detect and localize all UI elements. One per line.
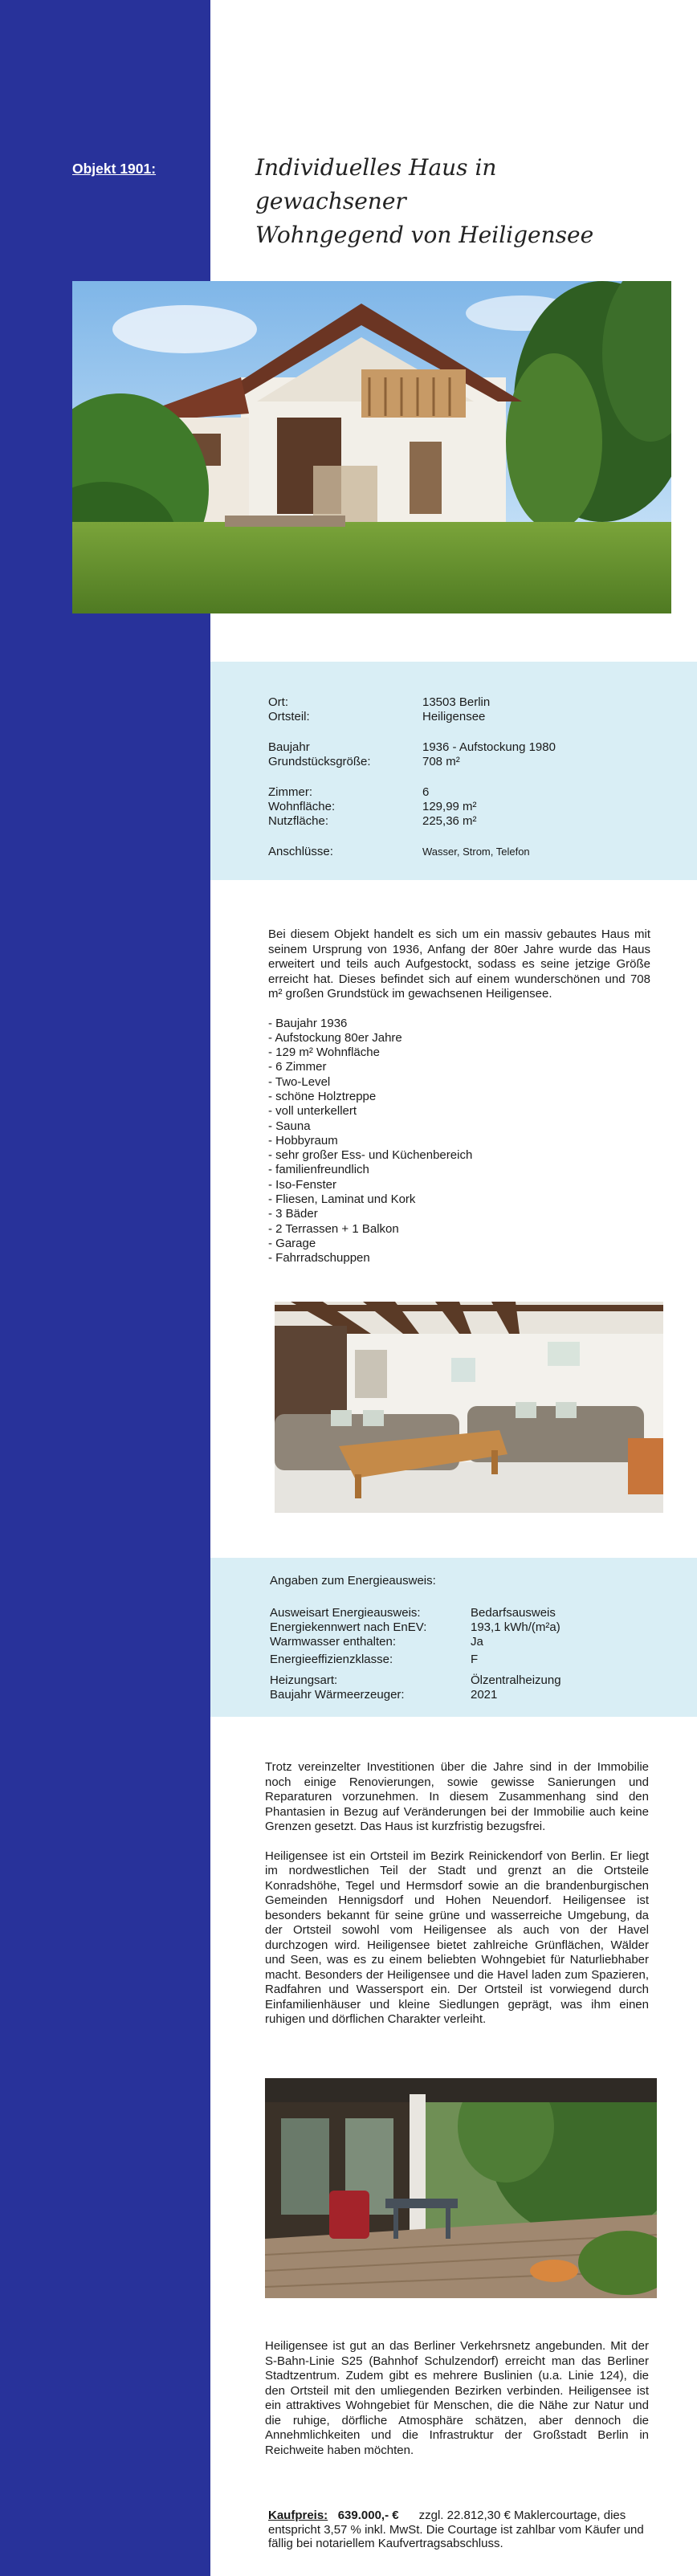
feature-item: - voll unterkellert [268, 1104, 357, 1119]
feature-item: - Fahrradschuppen [268, 1251, 370, 1266]
feature-item: - familienfreundlich [268, 1163, 369, 1177]
description-text: Bei diesem Objekt handelt es sich um ein massiv gebautes Haus mit seinem Ursprung von 1936, Anfang der 80er Jahre wurde das Haus erweitert und teils auch Aufgestockt, sodass es seine jetzige Größe erreicht hat. Dieses befindet sich auf einem wunderschönen und 708 m² großen Grundstück im gewachsenen Heiligensee. [268, 927, 650, 1001]
fact-row [268, 845, 638, 859]
energy-label: Energiekennwert nach EnEV: [270, 1620, 427, 1634]
price-label: Kaufpreis: [268, 2509, 328, 2522]
energy-value: Ja [471, 1635, 483, 1649]
energy-value: 2021 [471, 1688, 498, 1702]
house-exterior-photo [72, 281, 671, 613]
fact-label: Baujahr [268, 740, 310, 754]
feature-item: - 3 Bäder [268, 1207, 318, 1221]
feature-item: - Two-Level [268, 1074, 331, 1089]
area-paragraph: Heiligensee ist ein Ortsteil im Bezirk Reinickendorf von Berlin. Er liegt im nordwestlichen Teil der Stadt und grenzt an die Ortsteile Konradshöhe, Tegel und Hermsdorf sowie an die brandenburgischen Gemeinden Hennigsdorf und Hohen Neuendorf. Heiligensee ist besonders bekannt für seine grüne und wasserreiche Umgebung, da der Ortsteil sowohl vom Heiligensee als auch von der Havel durchzogen wird. Heiligensee bietet zahlreiche Grünflächen, Wälder und Seen, was es zu einem beliebten Wohngebiet für Naturliebhaber macht. Besonders der Heiligensee und die Havel laden zum Spazieren, Radfahren und Wassersport ein. Der Ortsteil ist vorwiegend durch Einfamilienhäuser und kleine Siedlungen geprägt, was ihm einen ruhigen und dörflichen Charakter verleiht. [265, 1848, 649, 2026]
description-block [268, 927, 650, 1266]
object-number: Objekt 1901: [72, 161, 157, 177]
fact-row [268, 785, 638, 800]
energy-value: Bedarfsausweis [471, 1606, 556, 1620]
fact-row [268, 710, 638, 724]
fact-label: Nutzfläche: [268, 814, 329, 828]
feature-item: - sehr großer Ess- und Küchenbereich [268, 1148, 473, 1163]
feature-item: - Hobbyraum [268, 1133, 338, 1147]
fact-row [268, 740, 638, 755]
transport-paragraph: Heiligensee ist gut an das Berliner Verkehrsnetz angebunden. Mit der S-Bahn-Linie S25 (Bahnhof Schulzendorf) erreicht man das Berliner Stadtzentrum. Zudem gibt es mehrere Buslinien (u.a. Linie 124), die den Ortsteil mit den umliegenden Bezirken verbinden. Heiligensee ist ein attraktives Wohngebiet für Menschen, die die Nähe zur Natur und die ruhige, dörfliche Atmosphäre schätzen, aber dennoch die Annehmlichkeiten und die Infrastruktur der Großstadt Berlin in Reichweite haben möchten. [265, 2339, 649, 2457]
feature-item: - 2 Terrassen + 1 Balkon [268, 1221, 399, 1236]
fact-value: 129,99 m² [422, 800, 477, 813]
energy-label: Heizungsart: [270, 1673, 338, 1687]
energy-heading: Angaben zum Energieausweis: [270, 1574, 436, 1588]
fact-label: Grundstücksgröße: [268, 755, 371, 768]
terrace-photo [265, 2078, 657, 2298]
feature-item: - Baujahr 1936 [268, 1016, 348, 1030]
price-block [268, 2509, 649, 2551]
fact-label: Ortsteil: [268, 710, 310, 723]
feature-item: - Aufstockung 80er Jahre [268, 1030, 402, 1045]
energy-value: F [471, 1653, 479, 1666]
title-line-1: Individuelles Haus in gewachsener [255, 154, 497, 214]
feature-item: - 6 Zimmer [268, 1060, 327, 1074]
energy-label: Baujahr Wärmeerzeuger: [270, 1688, 405, 1702]
energy-row [270, 1688, 639, 1702]
fact-row [268, 800, 638, 814]
fact-value: Wasser, Strom, Telefon [422, 846, 530, 858]
fact-label: Zimmer: [268, 785, 312, 799]
fact-label: Ort: [268, 695, 288, 709]
energy-row [270, 1606, 639, 1620]
feature-item: - Fliesen, Laminat und Kork [268, 1192, 416, 1207]
fact-row [268, 814, 638, 829]
price-amount: 639.000,- € [337, 2509, 399, 2522]
fact-value: 708 m² [422, 755, 460, 768]
fact-value: 6 [422, 785, 430, 799]
energy-block [270, 1574, 639, 1702]
page-title [255, 151, 641, 252]
living-room-photo [275, 1302, 663, 1513]
feature-list [268, 1017, 650, 1266]
energy-label: Energieeffizienzklasse: [270, 1653, 393, 1666]
energy-value: 193,1 kWh/(m²a) [471, 1620, 560, 1634]
fact-row [268, 695, 638, 710]
energy-label: Warmwasser enthalten: [270, 1635, 397, 1649]
fact-value: 1936 - Aufstockung 1980 [422, 740, 556, 754]
fact-row [268, 755, 638, 769]
feature-item: - schöne Holztreppe [268, 1089, 377, 1103]
price-note: zzgl. 22.812,30 € Maklercourtage, dies entspricht 3,57 % inkl. MwSt. Die Courtage ist zahlbar vom Käufer und fällig bei notariellem Kaufvertragsabschluss. [268, 2509, 644, 2550]
fact-value: 225,36 m² [422, 814, 477, 828]
transport-text [265, 2339, 649, 2472]
energy-row [270, 1673, 639, 1688]
fact-label: Anschlüsse: [268, 845, 333, 858]
fact-value: Heiligensee [422, 710, 486, 723]
title-line-2: Wohngegend von Heiligensee [255, 222, 594, 248]
energy-label: Ausweisart Energieausweis: [270, 1606, 421, 1620]
feature-item: - Iso-Fenster [268, 1177, 337, 1192]
renovation-and-area-text [265, 1760, 649, 2042]
energy-row [270, 1653, 639, 1673]
feature-item: - Garage [268, 1236, 316, 1250]
energy-row [270, 1620, 639, 1635]
fact-label: Wohnfläche: [268, 800, 336, 813]
fact-value: 13503 Berlin [422, 695, 491, 709]
feature-item: - 129 m² Wohnfläche [268, 1045, 380, 1060]
energy-row [270, 1635, 639, 1653]
feature-item: - Sauna [268, 1119, 311, 1133]
energy-value: Ölzentralheizung [471, 1673, 561, 1687]
facts-list [268, 695, 638, 859]
renovation-paragraph: Trotz vereinzelter Investitionen über die Jahre sind in der Immobilie noch einige Renovierungen, sowie gewisse Sanierungen und Reparaturen vorzunehmen. In diesem Zusammenhang sind den Phantasien in Bezug auf Veränderungen bei der Immobilie auch keine Grenzen gesetzt. Das Haus ist kurzfristig bezugsfrei. [265, 1760, 649, 1833]
